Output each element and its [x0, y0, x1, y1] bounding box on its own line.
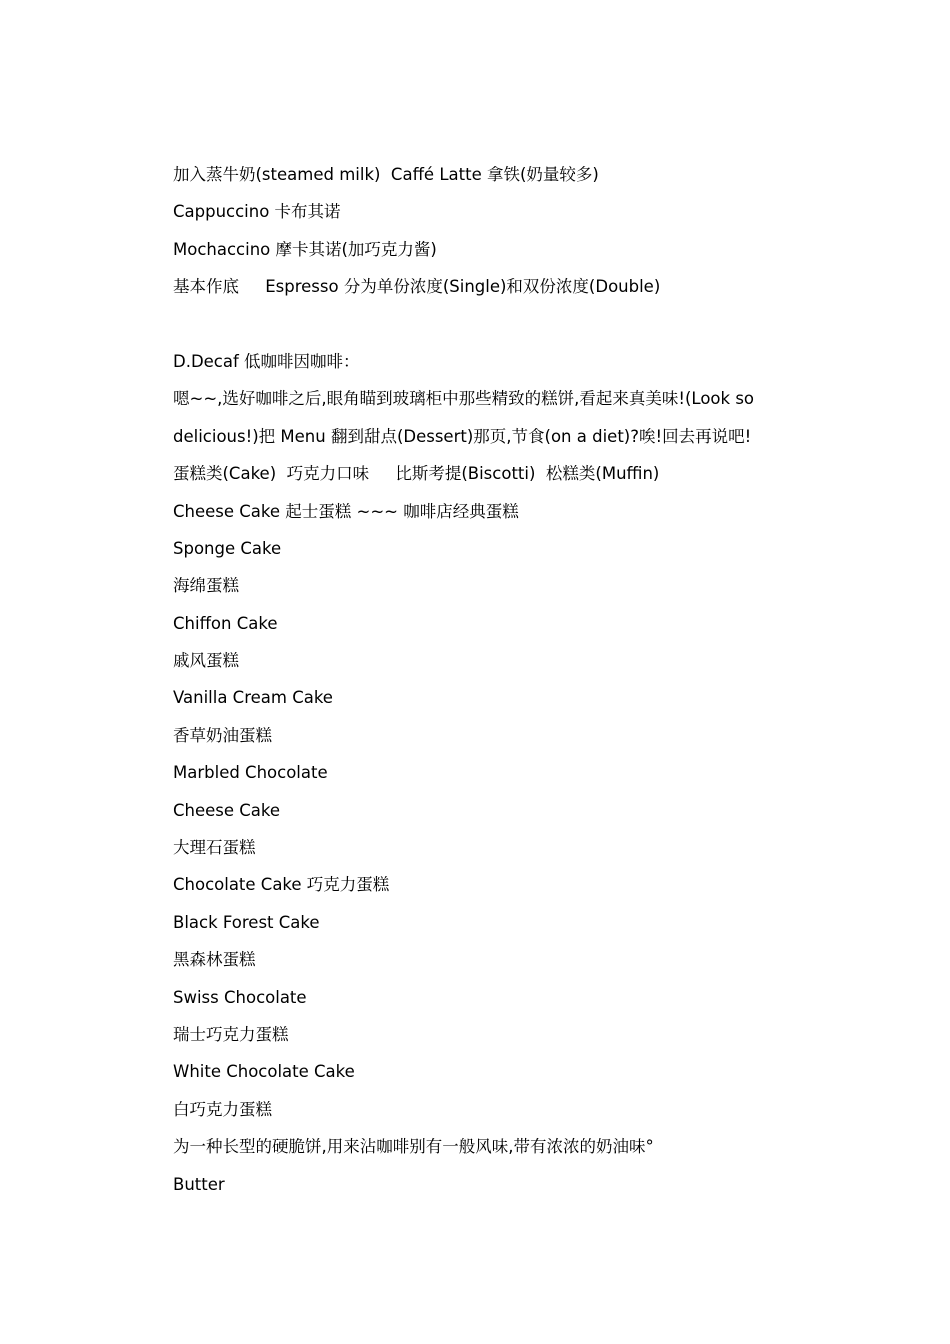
text-line: 戚风蛋糕 [173, 651, 239, 671]
text-line: 大理石蛋糕 [173, 838, 256, 858]
text-line: 黑森林蛋糕 [173, 950, 256, 970]
paragraph-spacer [173, 306, 793, 343]
text-line: Cheese Cake 起士蛋糕 ~~~ 咖啡店经典蛋糕 [173, 501, 519, 521]
text-line: Chocolate Cake 巧克力蛋糕 [173, 875, 390, 895]
text-line: Cheese Cake [173, 800, 281, 820]
text-line: Mochaccino 摩卡其诺(加巧克力酱) [173, 239, 437, 259]
text-line: 基本作底 Espresso 分为单份浓度(Single)和双份浓度(Double) [173, 277, 661, 297]
document-body [173, 156, 793, 1203]
text-line: White Chocolate Cake [173, 1062, 355, 1082]
text-line: 嗯~~,选好咖啡之后,眼角瞄到玻璃柜中那些精致的糕饼,看起来真美味!(Look so [173, 389, 755, 409]
text-line: Marbled Chocolate [173, 763, 328, 783]
text-line: 瑞士巧克力蛋糕 [173, 1024, 289, 1044]
text-line: Vanilla Cream Cake [173, 688, 333, 708]
text-line: 海绵蛋糕 [173, 576, 239, 596]
text-line: Sponge Cake [173, 538, 282, 558]
text-line: Swiss Chocolate [173, 987, 307, 1007]
text-line: Cappuccino 卡布其诺 [173, 202, 341, 222]
text-line: 加入蒸牛奶(steamed milk) Caffé Latte 拿铁(奶量较多) [173, 165, 599, 184]
text-line: 白巧克力蛋糕 [173, 1099, 272, 1119]
text-line: Black Forest Cake [173, 912, 320, 932]
text-line: Chiffon Cake [173, 613, 278, 633]
text-line: delicious!)把 Menu 翻到甜点(Dessert)那页,节食(on a diet)?唉!回去再说吧! [173, 426, 752, 446]
text-line: 香草奶油蛋糕 [173, 725, 272, 745]
text-line: Butter [173, 1174, 225, 1194]
text-line: 蛋糕类(Cake) 巧克力口味 比斯考提(Biscotti) 松糕类(Muffin) [173, 464, 660, 484]
section-heading: D.Decaf 低咖啡因咖啡： [173, 351, 360, 371]
text-line: 为一种长型的硬脆饼,用来沾咖啡别有一般风味,带有浓浓的奶油味° [173, 1137, 654, 1157]
